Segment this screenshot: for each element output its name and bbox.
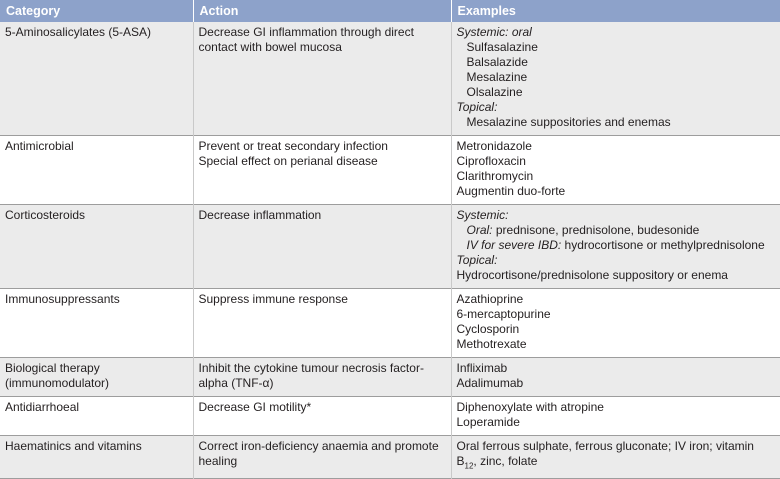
action-cell: Decrease GI motility* bbox=[193, 397, 451, 436]
category-cell: Antimicrobial bbox=[0, 136, 193, 205]
example-item: Methotrexate bbox=[456, 337, 527, 351]
header-category: Category bbox=[0, 0, 193, 22]
systemic-label: Systemic: oral bbox=[456, 25, 532, 39]
example-item bbox=[457, 223, 776, 238]
vitamin-b: B bbox=[456, 454, 465, 468]
table-row bbox=[0, 358, 780, 397]
action-cell: Suppress immune response bbox=[193, 289, 451, 358]
example-item: Loperamide bbox=[456, 415, 520, 429]
systemic-label: Systemic: bbox=[456, 208, 509, 222]
category-cell: Immunosuppressants bbox=[0, 289, 193, 358]
action-cell bbox=[193, 136, 451, 205]
table-row bbox=[0, 22, 780, 136]
examples-cell bbox=[451, 289, 780, 358]
example-item: Adalimumab bbox=[456, 376, 524, 390]
topical-label: Topical: bbox=[456, 100, 498, 114]
vitamin-rest: , zinc, folate bbox=[473, 454, 538, 468]
example-item: Infliximab bbox=[456, 361, 508, 375]
action-cell bbox=[193, 358, 451, 397]
example-item: Olsalazine bbox=[466, 85, 523, 99]
header-row bbox=[0, 0, 780, 22]
action-cell: Decrease inflammation bbox=[193, 205, 451, 289]
examples-cell bbox=[451, 358, 780, 397]
table-row bbox=[0, 136, 780, 205]
example-item: Clarithromycin bbox=[456, 169, 534, 183]
header-examples: Examples bbox=[451, 0, 780, 22]
examples-cell bbox=[451, 397, 780, 436]
example-item: Hydrocortisone/prednisolone suppository or enema bbox=[456, 268, 728, 282]
iv-label: IV for severe IBD: bbox=[466, 238, 562, 252]
example-item bbox=[457, 454, 776, 473]
category-cell: Antidiarrhoeal bbox=[0, 397, 193, 436]
action-text: Correct iron-deficiency anaemia and promote healing bbox=[198, 439, 439, 468]
table-row bbox=[0, 397, 780, 436]
category-cell: Corticosteroids bbox=[0, 205, 193, 289]
examples-cell bbox=[451, 22, 780, 136]
example-item: Sulfasalazine bbox=[466, 40, 538, 54]
example-item: Mesalazine suppositories and enemas bbox=[466, 115, 671, 129]
oral-label: Oral: bbox=[466, 223, 493, 237]
example-item: Metronidazole bbox=[456, 139, 532, 153]
category-cell: 5-Aminosalicylates (5-ASA) bbox=[0, 22, 193, 136]
example-item: 6-mercaptopurine bbox=[456, 307, 551, 321]
table-row bbox=[0, 205, 780, 289]
table-row bbox=[0, 436, 780, 479]
topical-label: Topical: bbox=[456, 253, 498, 267]
category-cell bbox=[0, 358, 193, 397]
category-cell: Haematinics and vitamins bbox=[0, 436, 193, 479]
table-row bbox=[0, 289, 780, 358]
vitamin-b-subscript: 12 bbox=[464, 461, 474, 471]
header-action: Action bbox=[193, 0, 451, 22]
action-line: Prevent or treat secondary infection bbox=[198, 139, 388, 153]
example-item: Oral ferrous sulphate, ferrous gluconate; IV iron; vitamin bbox=[456, 439, 754, 453]
example-item: Azathioprine bbox=[456, 292, 524, 306]
action-line: Special effect on perianal disease bbox=[198, 154, 378, 168]
category-text: Biological therapy (immunomodulator) bbox=[5, 361, 110, 390]
examples-cell bbox=[451, 436, 780, 479]
examples-cell bbox=[451, 205, 780, 289]
action-cell bbox=[193, 436, 451, 479]
example-item: Cyclosporin bbox=[456, 322, 520, 336]
example-item: Diphenoxylate with atropine bbox=[456, 400, 604, 414]
action-cell: Decrease GI inflammation through direct contact with bowel mucosa bbox=[193, 22, 451, 136]
example-item: Ciprofloxacin bbox=[456, 154, 526, 168]
oral-text: prednisone, prednisolone, budesonide bbox=[492, 223, 700, 237]
examples-cell bbox=[451, 136, 780, 205]
example-item bbox=[457, 238, 776, 253]
action-text: Inhibit the cytokine tumour necrosis factor-alpha (TNF-α) bbox=[198, 361, 424, 390]
iv-text: hydrocortisone or methylprednisolone bbox=[561, 238, 765, 252]
example-item: Mesalazine bbox=[466, 70, 528, 84]
example-item: Augmentin duo-forte bbox=[456, 184, 566, 198]
example-item: Balsalazide bbox=[466, 55, 528, 69]
